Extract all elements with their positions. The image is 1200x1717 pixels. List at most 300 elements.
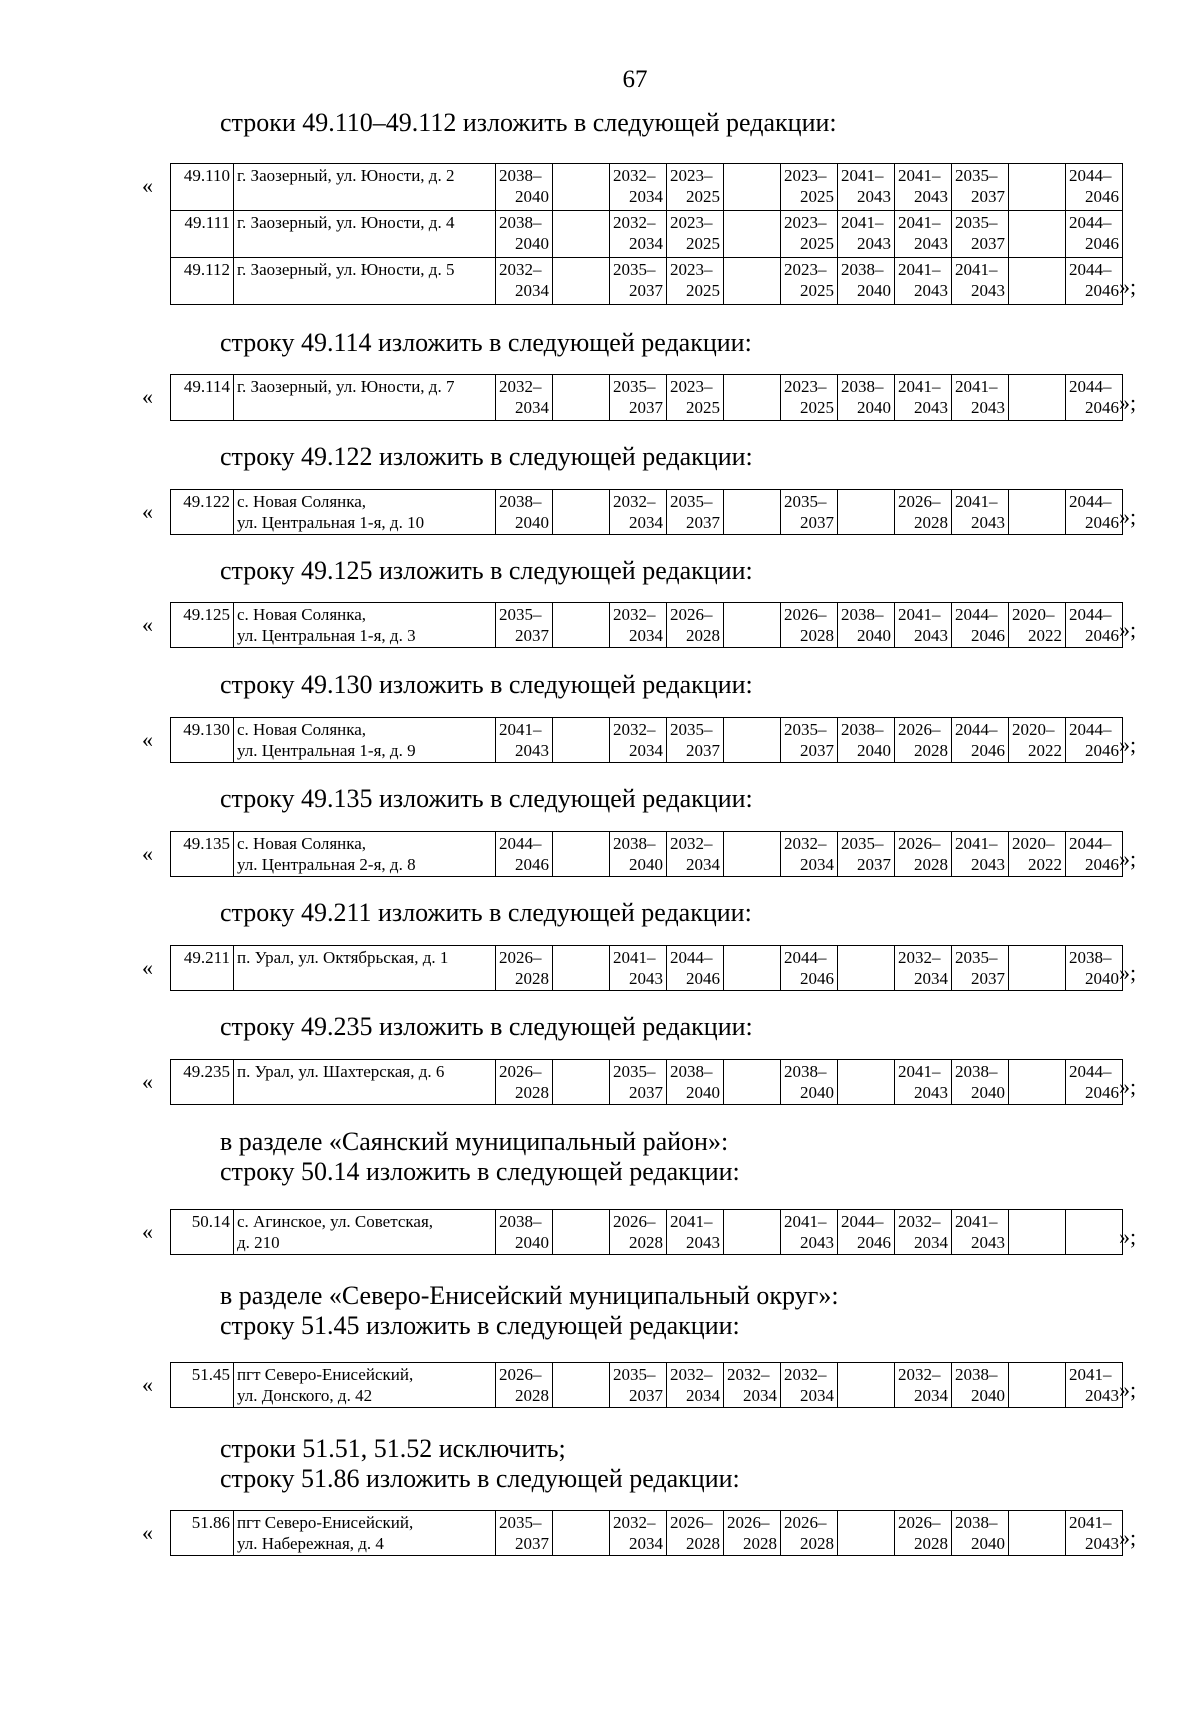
year-end: 2028 — [629, 1233, 663, 1252]
year-start: 2041– — [898, 377, 941, 396]
year-end: 2034 — [914, 969, 948, 988]
year-end: 2025 — [800, 281, 834, 300]
year-start: 2038– — [613, 834, 656, 853]
year-end: 2034 — [914, 1386, 948, 1405]
year-start: 2032– — [499, 377, 542, 396]
year-cell — [724, 1060, 781, 1105]
year-cell — [838, 490, 895, 535]
year-start: 2041– — [670, 1212, 713, 1231]
year-start: 2035– — [670, 492, 713, 511]
year-end: 2028 — [914, 741, 948, 760]
year-start: 2032– — [898, 948, 941, 967]
year-start: 2026– — [784, 1513, 827, 1532]
year-end: 2034 — [800, 1386, 834, 1405]
row-address — [234, 1210, 496, 1255]
year-cell — [781, 603, 838, 648]
page-number: 67 — [622, 66, 648, 93]
year-cell — [781, 375, 838, 421]
year-start: 2038– — [955, 1513, 998, 1532]
year-start: 2041– — [898, 166, 941, 185]
year-cell — [667, 718, 724, 763]
year-end: 2043 — [686, 1233, 720, 1252]
year-cell — [895, 1363, 952, 1408]
row-number: 49.110 — [171, 164, 234, 211]
row-number: 49.135 — [171, 832, 234, 877]
year-cell — [895, 1511, 952, 1556]
table-row — [171, 258, 1123, 305]
year-start: 2032– — [670, 1365, 713, 1384]
year-cell — [1066, 258, 1123, 305]
year-start: 2026– — [670, 605, 713, 624]
year-cell — [724, 718, 781, 763]
year-end: 2037 — [515, 1534, 549, 1553]
year-end: 2028 — [515, 1386, 549, 1405]
year-cell — [496, 1363, 553, 1408]
year-end: 2040 — [515, 1233, 549, 1252]
year-cell — [667, 258, 724, 305]
year-start: 2026– — [898, 720, 941, 739]
year-cell — [1009, 164, 1066, 211]
year-end: 2043 — [800, 1233, 834, 1252]
year-end: 2043 — [971, 398, 1005, 417]
year-start: 2026– — [670, 1513, 713, 1532]
year-cell — [610, 1060, 667, 1105]
amendment-table — [170, 1362, 1123, 1408]
year-end: 2043 — [971, 513, 1005, 532]
year-start: 2044– — [784, 948, 827, 967]
year-cell — [1009, 718, 1066, 763]
year-end: 2046 — [971, 741, 1005, 760]
year-start: 2026– — [499, 948, 542, 967]
year-cell — [952, 258, 1009, 305]
year-start: 2035– — [613, 1062, 656, 1081]
year-start: 2023– — [784, 377, 827, 396]
year-cell — [553, 258, 610, 305]
year-start: 2041– — [955, 1212, 998, 1231]
year-end: 2037 — [800, 513, 834, 532]
year-start: 2032– — [613, 213, 656, 232]
amendment-table — [170, 602, 1123, 648]
year-cell — [781, 832, 838, 877]
year-end: 2037 — [971, 234, 1005, 253]
address-line: ул. Центральная 1-я, д. 10 — [237, 513, 425, 532]
year-end: 2037 — [629, 1386, 663, 1405]
year-end: 2043 — [971, 1233, 1005, 1252]
year-cell — [610, 490, 667, 535]
year-cell — [610, 832, 667, 877]
year-start: 2032– — [499, 260, 542, 279]
year-cell — [781, 1210, 838, 1255]
year-start: 2032– — [613, 1513, 656, 1532]
year-end: 2040 — [515, 234, 549, 253]
amendment-heading: строку 49.211 изложить в следующей редакции: — [220, 898, 752, 927]
amendment-heading: строку 49.114 изложить в следующей редакции: — [220, 328, 752, 357]
opening-quote: « — [142, 1069, 153, 1094]
year-cell — [895, 603, 952, 648]
year-start: 2032– — [898, 1212, 941, 1231]
year-cell — [1066, 832, 1123, 877]
year-start: 2038– — [784, 1062, 827, 1081]
row-number: 49.122 — [171, 490, 234, 535]
year-cell — [952, 1210, 1009, 1255]
year-start: 2026– — [898, 492, 941, 511]
year-cell — [1009, 211, 1066, 258]
table-row — [171, 211, 1123, 258]
year-end: 2040 — [857, 398, 891, 417]
year-cell — [724, 258, 781, 305]
row-address — [234, 164, 496, 211]
address-line: ул. Донского, д. 42 — [237, 1386, 373, 1405]
amendment-heading: строки 49.110–49.112 изложить в следующей редакции: — [220, 108, 837, 137]
year-end: 2025 — [686, 234, 720, 253]
year-cell — [952, 490, 1009, 535]
year-start: 2038– — [955, 1062, 998, 1081]
year-start: 2038– — [841, 377, 884, 396]
year-cell — [496, 375, 553, 421]
year-end: 2040 — [515, 513, 549, 532]
closing-quote: »; — [1119, 1377, 1137, 1402]
year-start: 2044– — [955, 605, 998, 624]
year-cell — [1009, 1363, 1066, 1408]
year-cell — [496, 211, 553, 258]
year-cell — [553, 375, 610, 421]
year-end: 2046 — [1085, 741, 1119, 760]
year-end: 2046 — [1085, 1083, 1119, 1102]
closing-quote: »; — [1119, 390, 1137, 415]
year-cell — [496, 718, 553, 763]
year-cell — [838, 164, 895, 211]
year-start: 2041– — [955, 260, 998, 279]
year-cell — [952, 164, 1009, 211]
table-row — [171, 164, 1123, 211]
year-end: 2028 — [686, 626, 720, 645]
year-cell — [1066, 603, 1123, 648]
year-cell — [553, 490, 610, 535]
year-start: 2032– — [613, 720, 656, 739]
year-cell — [496, 1511, 553, 1556]
amendment-table — [170, 374, 1123, 421]
closing-quote: »; — [1119, 732, 1137, 757]
address-line: с. Новая Солянка, — [237, 605, 367, 624]
year-cell — [838, 718, 895, 763]
opening-quote: « — [142, 384, 153, 409]
year-cell — [1066, 211, 1123, 258]
year-cell — [724, 603, 781, 648]
year-end: 2034 — [515, 398, 549, 417]
year-cell — [1066, 1060, 1123, 1105]
year-start: 2035– — [955, 166, 998, 185]
year-start: 2038– — [841, 720, 884, 739]
row-address — [234, 1060, 496, 1105]
year-start: 2041– — [841, 213, 884, 232]
year-start: 2026– — [499, 1365, 542, 1384]
year-cell — [895, 164, 952, 211]
amendment-heading: строку 50.14 изложить в следующей редакции: — [220, 1157, 740, 1186]
amendment-heading: строку 49.122 изложить в следующей редакции: — [220, 442, 753, 471]
year-end: 2046 — [971, 626, 1005, 645]
year-end: 2043 — [1085, 1534, 1119, 1553]
year-start: 2035– — [499, 605, 542, 624]
amendment-heading: в разделе «Саянский муниципальный район»: — [220, 1127, 729, 1156]
year-start: 2041– — [955, 492, 998, 511]
year-start: 2038– — [1069, 948, 1112, 967]
row-address — [234, 211, 496, 258]
year-end: 2043 — [629, 969, 663, 988]
year-end: 2037 — [800, 741, 834, 760]
closing-quote: »; — [1119, 1525, 1137, 1550]
year-end: 2034 — [629, 1534, 663, 1553]
year-cell — [952, 1363, 1009, 1408]
year-start: 2032– — [784, 1365, 827, 1384]
address-line: ул. Набережная, д. 4 — [237, 1534, 384, 1553]
year-end: 2046 — [1085, 234, 1119, 253]
year-end: 2043 — [971, 855, 1005, 874]
year-end: 2022 — [1028, 626, 1062, 645]
year-start: 2032– — [784, 834, 827, 853]
year-start: 2026– — [613, 1212, 656, 1231]
table-row — [171, 1511, 1123, 1556]
year-end: 2034 — [914, 1233, 948, 1252]
year-start: 2038– — [841, 260, 884, 279]
year-start: 2044– — [1069, 213, 1112, 232]
year-start: 2023– — [784, 166, 827, 185]
year-cell — [1066, 1511, 1123, 1556]
year-cell — [553, 832, 610, 877]
year-end: 2025 — [800, 187, 834, 206]
year-cell — [838, 1511, 895, 1556]
year-cell — [724, 1511, 781, 1556]
year-start: 2041– — [1069, 1513, 1112, 1532]
year-start: 2026– — [898, 1513, 941, 1532]
year-cell — [895, 258, 952, 305]
year-start: 2041– — [1069, 1365, 1112, 1384]
year-start: 2023– — [670, 377, 713, 396]
row-address — [234, 718, 496, 763]
year-cell — [781, 1363, 838, 1408]
year-cell — [1066, 1363, 1123, 1408]
year-cell — [1009, 1210, 1066, 1255]
year-cell — [724, 164, 781, 211]
year-cell — [1009, 832, 1066, 877]
year-cell — [610, 1210, 667, 1255]
year-cell — [1009, 375, 1066, 421]
year-cell — [838, 603, 895, 648]
year-cell — [724, 211, 781, 258]
year-end: 2043 — [914, 234, 948, 253]
amendment-table — [170, 717, 1123, 763]
year-cell — [952, 1060, 1009, 1105]
year-cell — [895, 375, 952, 421]
address-line: с. Новая Солянка, — [237, 492, 367, 511]
year-start: 2044– — [955, 720, 998, 739]
year-cell — [610, 718, 667, 763]
year-start: 2038– — [955, 1365, 998, 1384]
year-end: 2028 — [800, 1534, 834, 1553]
row-address — [234, 1363, 496, 1408]
year-end: 2046 — [1085, 187, 1119, 206]
row-address — [234, 946, 496, 991]
year-start: 2044– — [1069, 377, 1112, 396]
year-cell — [667, 832, 724, 877]
year-start: 2035– — [955, 213, 998, 232]
address-line: п. Урал, ул. Октябрьская, д. 1 — [237, 948, 449, 967]
year-start: 2044– — [670, 948, 713, 967]
year-cell — [952, 1511, 1009, 1556]
year-cell — [781, 164, 838, 211]
year-start: 2041– — [898, 605, 941, 624]
year-end: 2046 — [1085, 855, 1119, 874]
amendment-table — [170, 489, 1123, 535]
closing-quote: »; — [1119, 617, 1137, 642]
year-end: 2043 — [914, 398, 948, 417]
row-number: 49.130 — [171, 718, 234, 763]
year-cell — [838, 375, 895, 421]
year-end: 2046 — [800, 969, 834, 988]
year-cell — [952, 718, 1009, 763]
table-row — [171, 1363, 1123, 1408]
address-line: г. Заозерный, ул. Юности, д. 4 — [237, 213, 455, 232]
year-start: 2035– — [670, 720, 713, 739]
amendment-heading: строку 49.125 изложить в следующей редакции: — [220, 556, 753, 585]
row-address — [234, 832, 496, 877]
year-start: 2026– — [898, 834, 941, 853]
year-start: 2041– — [613, 948, 656, 967]
year-start: 2038– — [499, 492, 542, 511]
year-cell — [1009, 490, 1066, 535]
opening-quote: « — [142, 955, 153, 980]
year-cell — [667, 375, 724, 421]
year-start: 2020– — [1012, 834, 1055, 853]
year-start: 2026– — [784, 605, 827, 624]
year-start: 2041– — [898, 260, 941, 279]
year-end: 2040 — [800, 1083, 834, 1102]
year-cell — [1066, 1210, 1123, 1255]
year-start: 2032– — [613, 605, 656, 624]
year-start: 2020– — [1012, 605, 1055, 624]
year-start: 2035– — [955, 948, 998, 967]
year-end: 2046 — [1085, 513, 1119, 532]
year-start: 2038– — [841, 605, 884, 624]
year-end: 2043 — [515, 741, 549, 760]
year-start: 2023– — [670, 213, 713, 232]
year-start: 2032– — [670, 834, 713, 853]
row-number: 50.14 — [171, 1210, 234, 1255]
year-cell — [610, 1363, 667, 1408]
year-cell — [1009, 946, 1066, 991]
year-start: 2026– — [499, 1062, 542, 1081]
year-start: 2026– — [727, 1513, 770, 1532]
year-cell — [1066, 490, 1123, 535]
year-end: 2040 — [857, 281, 891, 300]
closing-quote: »; — [1119, 1224, 1137, 1249]
year-end: 2043 — [914, 626, 948, 645]
year-cell — [952, 946, 1009, 991]
year-end: 2034 — [800, 855, 834, 874]
year-start: 2035– — [613, 377, 656, 396]
year-cell — [553, 603, 610, 648]
year-end: 2025 — [800, 398, 834, 417]
year-end: 2040 — [971, 1386, 1005, 1405]
year-end: 2043 — [857, 234, 891, 253]
year-cell — [895, 832, 952, 877]
amendment-table — [170, 1059, 1123, 1105]
row-number: 49.111 — [171, 211, 234, 258]
year-start: 2035– — [613, 1365, 656, 1384]
year-end: 2028 — [914, 513, 948, 532]
year-cell — [724, 1210, 781, 1255]
year-cell — [496, 603, 553, 648]
year-start: 2038– — [499, 1212, 542, 1231]
year-end: 2046 — [1085, 398, 1119, 417]
year-start: 2041– — [955, 834, 998, 853]
year-end: 2034 — [629, 234, 663, 253]
year-end: 2028 — [800, 626, 834, 645]
address-line: г. Заозерный, ул. Юности, д. 2 — [237, 166, 455, 185]
year-end: 2022 — [1028, 741, 1062, 760]
year-cell — [952, 603, 1009, 648]
row-address — [234, 490, 496, 535]
year-cell — [1009, 1511, 1066, 1556]
year-end: 2037 — [686, 513, 720, 532]
year-start: 2044– — [1069, 260, 1112, 279]
year-cell — [1066, 375, 1123, 421]
year-cell — [838, 946, 895, 991]
year-start: 2032– — [898, 1365, 941, 1384]
year-end: 2040 — [686, 1083, 720, 1102]
year-start: 2044– — [1069, 492, 1112, 511]
year-cell — [1009, 1060, 1066, 1105]
address-line: с. Агинское, ул. Советская, — [237, 1212, 434, 1231]
row-number: 49.112 — [171, 258, 234, 305]
address-line: ул. Центральная 1-я, д. 9 — [237, 741, 416, 760]
amendment-heading: строку 49.235 изложить в следующей редакции: — [220, 1012, 753, 1041]
year-end: 2043 — [971, 281, 1005, 300]
year-end: 2037 — [629, 398, 663, 417]
year-cell — [496, 946, 553, 991]
year-end: 2034 — [629, 187, 663, 206]
year-cell — [610, 946, 667, 991]
year-start: 2035– — [784, 492, 827, 511]
year-end: 2025 — [686, 398, 720, 417]
year-end: 2040 — [515, 187, 549, 206]
year-cell — [1066, 718, 1123, 763]
year-end: 2037 — [971, 187, 1005, 206]
row-number: 51.45 — [171, 1363, 234, 1408]
amendment-table — [170, 831, 1123, 877]
amendment-heading: строку 51.86 изложить в следующей редакции: — [220, 1464, 740, 1493]
year-cell — [781, 258, 838, 305]
year-start: 2038– — [670, 1062, 713, 1081]
row-address — [234, 1511, 496, 1556]
year-end: 2034 — [686, 1386, 720, 1405]
opening-quote: « — [142, 499, 153, 524]
year-end: 2025 — [800, 234, 834, 253]
year-end: 2037 — [629, 1083, 663, 1102]
year-cell — [895, 1210, 952, 1255]
year-start: 2032– — [613, 492, 656, 511]
table-row — [171, 946, 1123, 991]
year-start: 2023– — [670, 260, 713, 279]
year-cell — [667, 211, 724, 258]
year-end: 2043 — [857, 187, 891, 206]
year-end: 2046 — [1085, 281, 1119, 300]
year-end: 2040 — [857, 626, 891, 645]
year-cell — [496, 832, 553, 877]
year-end: 2046 — [686, 969, 720, 988]
year-start: 2038– — [499, 213, 542, 232]
amendment-heading: строку 51.45 изложить в следующей редакции: — [220, 1311, 740, 1340]
year-cell — [553, 164, 610, 211]
